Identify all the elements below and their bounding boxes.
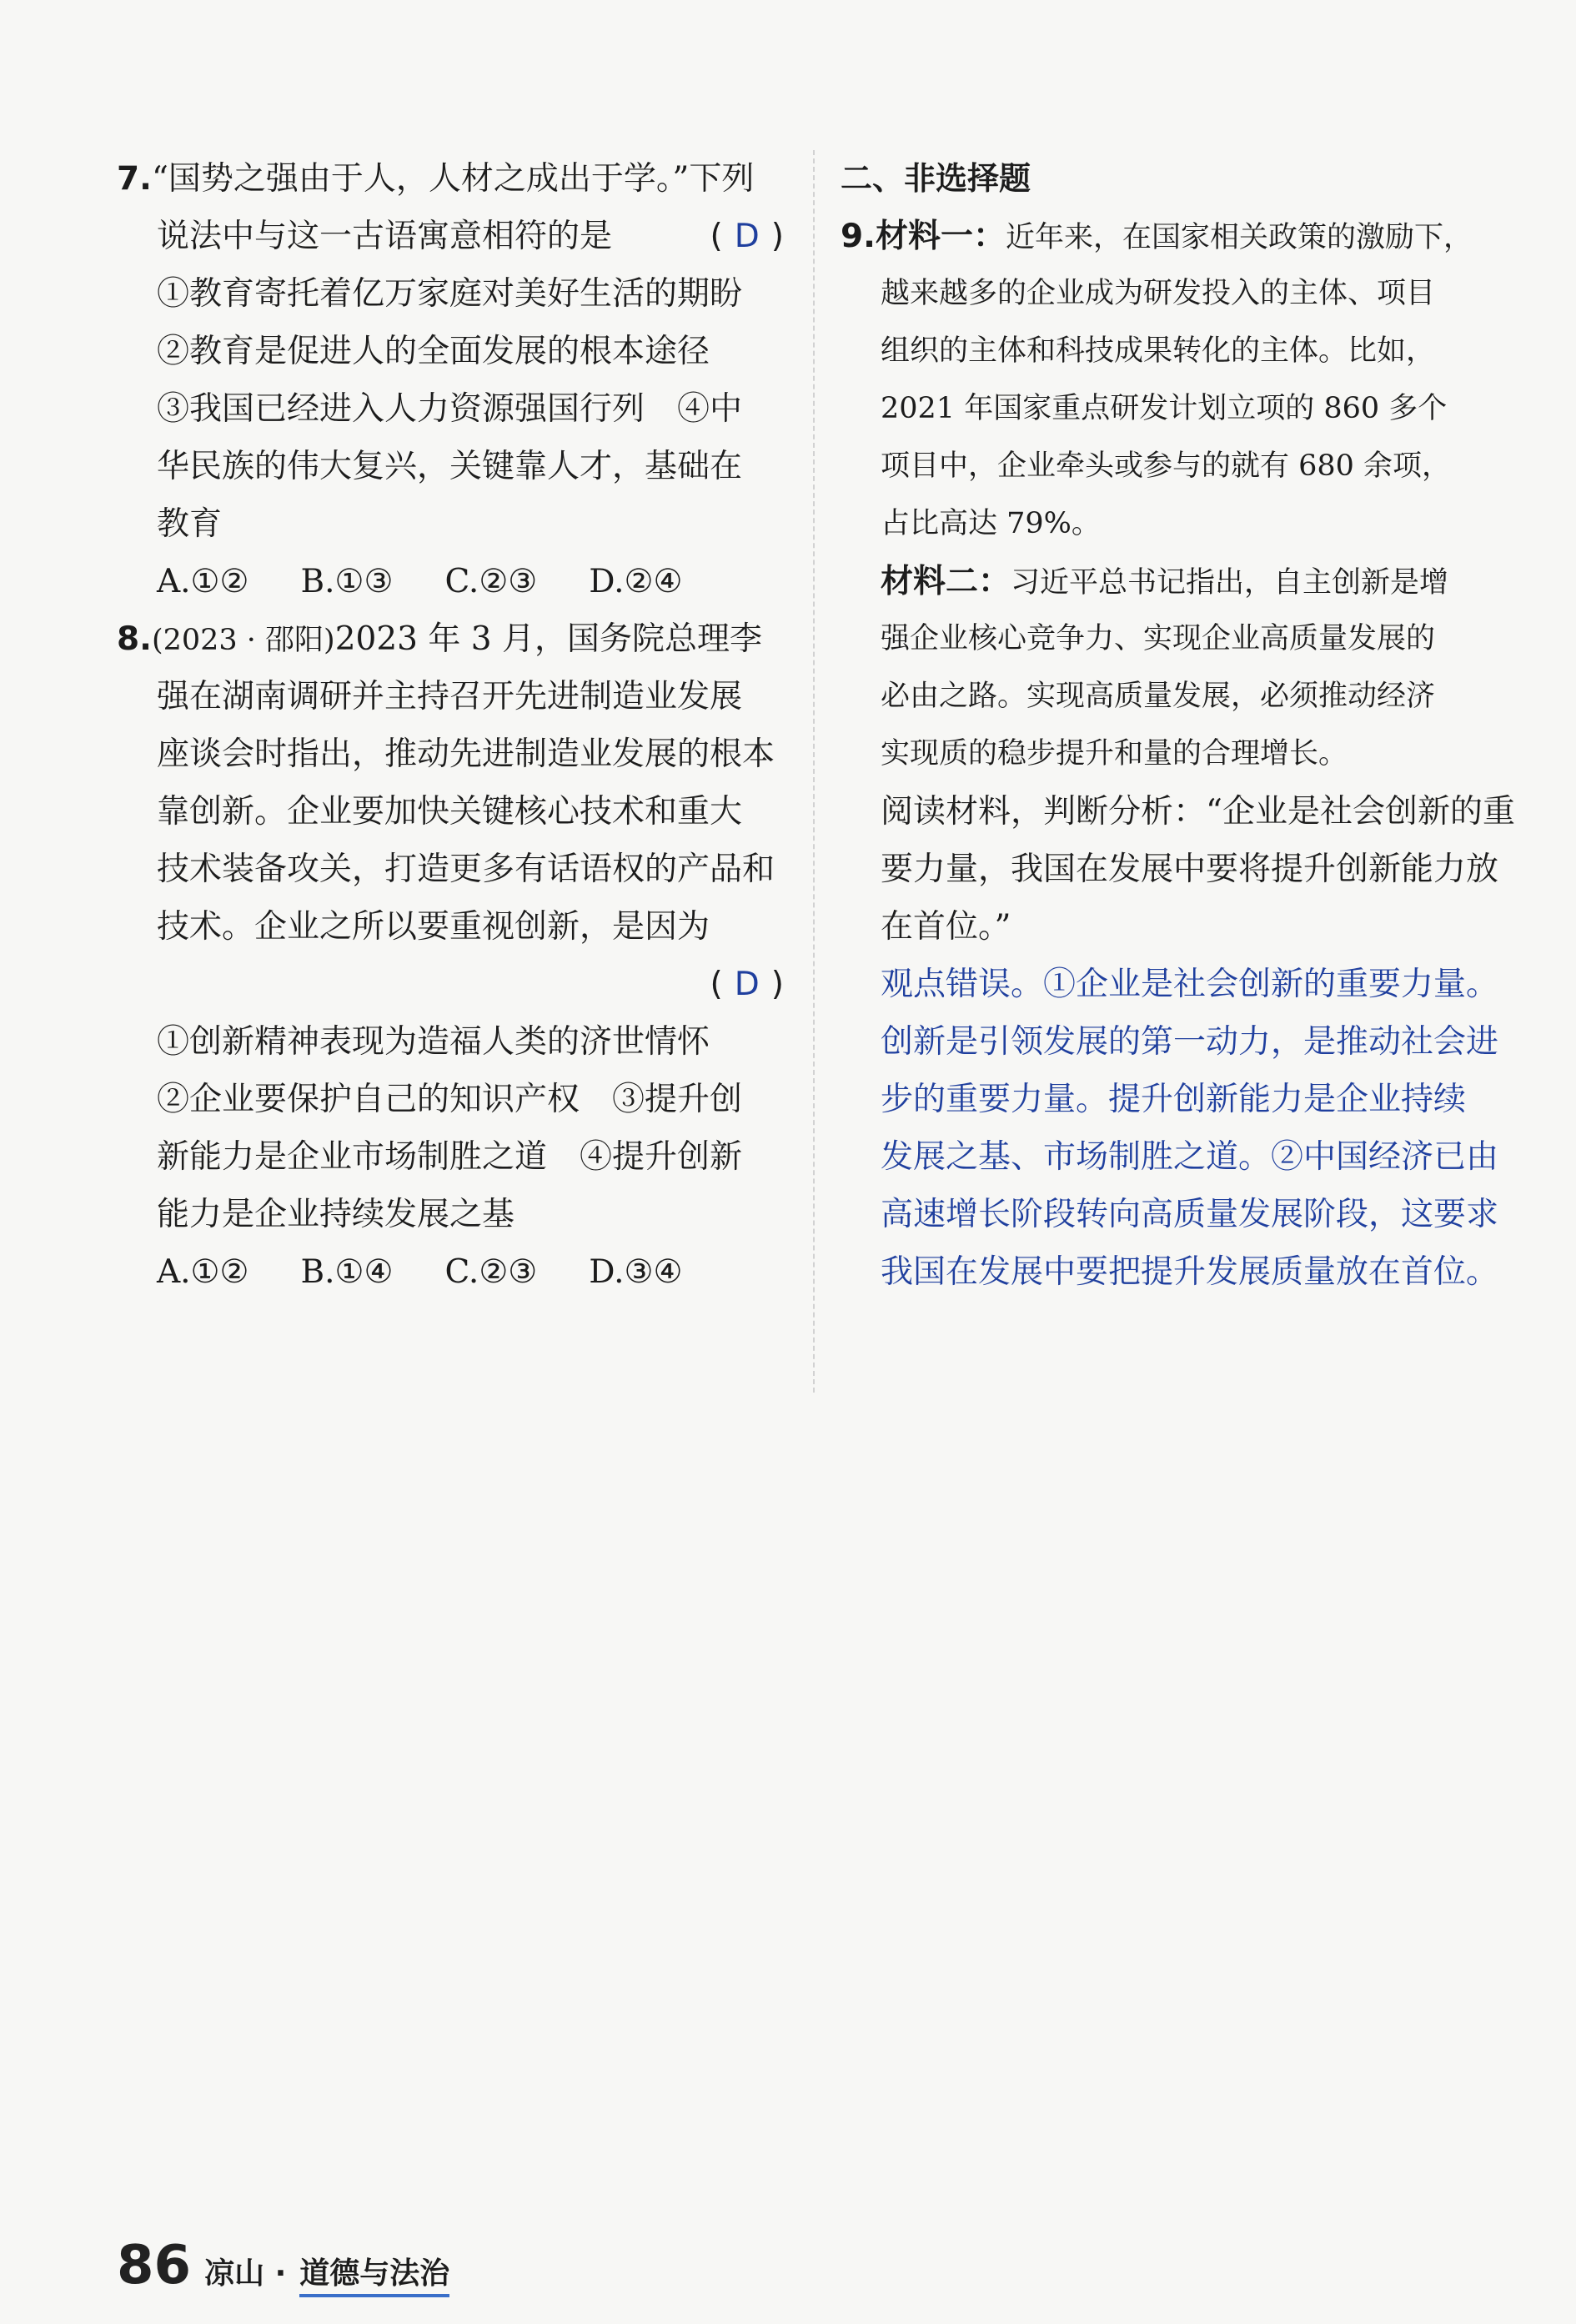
question-9	[841, 208, 1515, 1301]
q7-statement: 华民族的伟大复兴，关键靠人才，基础在	[157, 448, 743, 485]
q7-stem-1: “国势之强由于人，人材之成出于学。”下列	[151, 160, 755, 198]
q9-answer-text: 我国在发展中要把提升发展质量放在首位。	[881, 1253, 1499, 1291]
material-1-label: 材料一：	[875, 218, 1006, 255]
q9-answer-text: 创新是引领发展的第一动力，是推动社会进	[881, 1023, 1499, 1061]
material-1-text: 越来越多的企业成为研发投入的主体、项目	[881, 277, 1436, 310]
q8-option-d: D.③④	[589, 1253, 683, 1291]
q7-option-b: B.①③	[300, 563, 394, 600]
q7-option-d: D.②④	[589, 563, 683, 600]
right-column	[841, 150, 1515, 1301]
material-2-label: 材料二：	[881, 563, 1011, 600]
q7-line-2	[117, 208, 784, 265]
q8-option-a: A.①②	[157, 1253, 249, 1291]
section-heading: 二、非选择题	[841, 160, 1031, 197]
q7-stem-2: 说法中与这一古语寓意相符的是	[157, 218, 613, 255]
q8-number: 8.	[117, 620, 152, 658]
left-column	[117, 150, 784, 1301]
material-2-text: 习近平总书记指出，自主创新是增	[1011, 566, 1449, 600]
q8-answer-line	[117, 956, 784, 1013]
material-2-text: 必由之路。实现高质量发展，必须推动经济	[881, 680, 1436, 713]
q8-options	[117, 1243, 784, 1301]
page-number: 86	[117, 2235, 192, 2296]
q9-number: 9.	[841, 218, 876, 255]
q7-statement: 教育	[157, 505, 223, 543]
q9-answer-text: 高速增长阶段转向高质量发展阶段，这要求	[881, 1196, 1499, 1233]
q8-statement: ①创新精神表现为造福人类的济世情怀	[157, 1023, 710, 1061]
subject-name: 道德与法治	[299, 2250, 449, 2297]
q7-statement: ③我国已经进入人力资源强国行列 ④中	[157, 390, 743, 428]
q7-line-1	[117, 150, 784, 208]
q7-number: 7.	[117, 160, 152, 198]
question-8	[117, 610, 784, 1301]
q8-source: (2023 · 邵阳)	[151, 624, 335, 657]
q7-statement: ②教育是促进人的全面发展的根本途径	[157, 333, 710, 370]
q8-line-1	[117, 610, 784, 668]
series-name: 凉山 ·	[204, 2256, 287, 2291]
q9-answer-text: 观点错误。①企业是社会创新的重要力量。	[881, 966, 1499, 1003]
column-divider	[813, 150, 815, 1393]
q8-statement: ②企业要保护自己的知识产权 ③提升创	[157, 1081, 743, 1118]
material-1-text: 项目中，企业牵头或参与的就有 680 余项，	[881, 449, 1452, 483]
q9-line-1	[841, 208, 1508, 265]
q7-answer-bracket: ( D )	[710, 218, 784, 255]
q8-stem: 技术装备攻关，打造更多有话语权的产品和	[157, 851, 775, 888]
q9-task: 要力量，我国在发展中要将提升创新能力放	[881, 851, 1499, 888]
q8-option-c: C.②③	[444, 1253, 538, 1291]
q8-stem-1: 2023 年 3 月，国务院总理李	[334, 620, 762, 658]
material-1-text: 占比高达 79%。	[881, 507, 1101, 540]
q8-option-b: B.①④	[300, 1253, 394, 1291]
q9-task: 在首位。”	[881, 908, 1011, 946]
q8-stem: 靠创新。企业要加快关键核心技术和重大	[157, 793, 743, 831]
q8-stem: 技术。企业之所以要重视创新，是因为	[157, 908, 710, 946]
q7-options	[117, 553, 784, 610]
q8-statement: 能力是企业持续发展之基	[157, 1196, 515, 1233]
q9-answer-text: 步的重要力量。提升创新能力是企业持续	[881, 1081, 1467, 1118]
q8-stem: 座谈会时指出，推动先进制造业发展的根本	[157, 735, 775, 773]
material-2-text: 强企业核心竞争力、实现企业高质量发展的	[881, 622, 1436, 655]
material-1-text: 近年来，在国家相关政策的激励下，	[1005, 221, 1473, 254]
q8-answer-bracket: ( D )	[710, 966, 784, 1003]
q9-material-2-line-1	[841, 553, 1508, 610]
q7-option-a: A.①②	[157, 563, 249, 600]
material-1-text: 2021 年国家重点研发计划立项的 860 多个	[881, 392, 1448, 425]
q7-statement: ①教育寄托着亿万家庭对美好生活的期盼	[157, 275, 743, 313]
q9-answer-text: 发展之基、市场制胜之道。②中国经济已由	[881, 1138, 1499, 1176]
q8-stem: 强在湖南调研并主持召开先进制造业发展	[157, 678, 743, 715]
page-footer	[117, 2235, 449, 2297]
material-1-text: 组织的主体和科技成果转化的主体。比如，	[881, 334, 1436, 368]
q9-task: 阅读材料，判断分析：“企业是社会创新的重	[881, 793, 1515, 831]
q7-answer: D	[734, 218, 760, 255]
q8-answer: D	[734, 966, 760, 1003]
q7-option-c: C.②③	[444, 563, 538, 600]
question-7	[117, 150, 784, 610]
q8-statement: 新能力是企业市场制胜之道 ④提升创新	[157, 1138, 743, 1176]
material-2-text: 实现质的稳步提升和量的合理增长。	[881, 737, 1348, 770]
